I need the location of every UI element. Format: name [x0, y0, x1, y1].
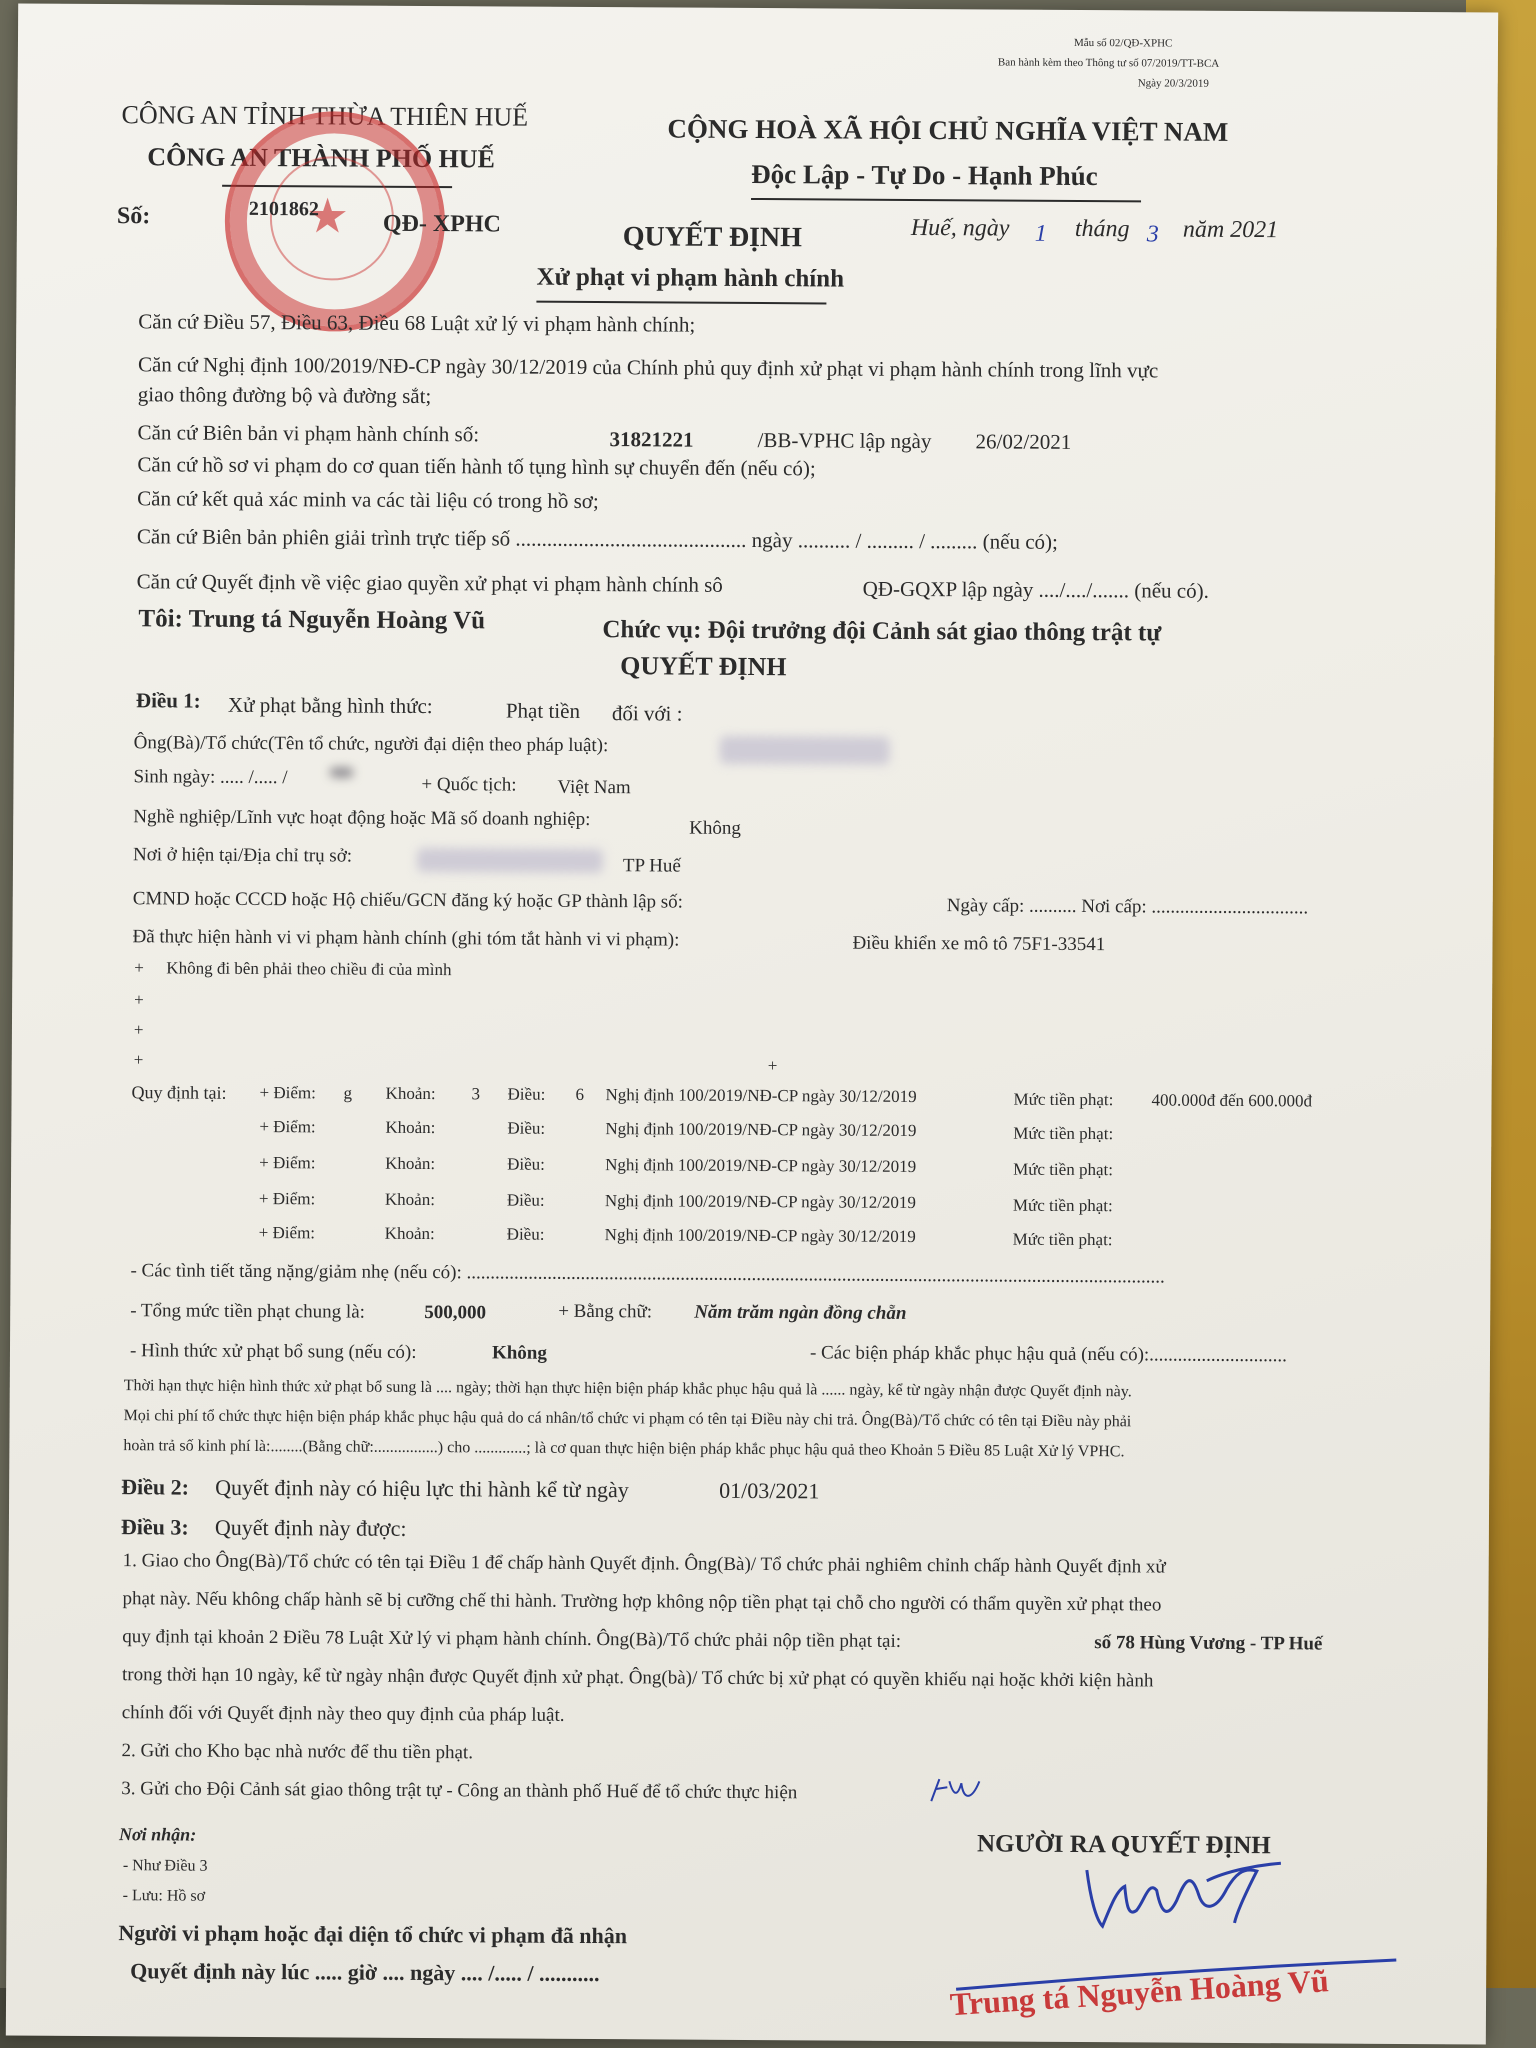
- article-label: Điều:: [506, 1224, 545, 1244]
- additional-label: - Hình thức xử phạt bổ sung (nếu có):: [129, 1340, 417, 1363]
- total-words-label: + Bằng chữ:: [558, 1300, 653, 1323]
- fine-label: Mức tiền phạt:: [1013, 1123, 1114, 1144]
- form-code: Mẫu số 02/QĐ-XPHC: [1073, 36, 1173, 50]
- violation-bullet-4: +: [133, 1050, 144, 1070]
- number-label: Số:: [116, 203, 151, 230]
- basis-5: Căn cứ kết quả xác minh va các tài liệu có trong hồ sơ;: [137, 486, 599, 514]
- total-value: 500,000: [424, 1302, 487, 1324]
- id-issue: Ngày cấp: .......... Nơi cấp: .................................: [946, 895, 1309, 919]
- clause-label: Khoản:: [385, 1153, 436, 1174]
- additional-value: Không: [491, 1342, 547, 1364]
- payment-place: số 78 Hùng Vương - TP Huế: [1094, 1632, 1323, 1655]
- decree: Nghị định 100/2019/NĐ-CP ngày 30/12/2019: [604, 1225, 916, 1247]
- person-label: Ông(Bà)/Tổ chức(Tên tổ chức, người đại diện theo pháp luật):: [133, 732, 609, 757]
- form-date: Ngày 20/3/2019: [1137, 77, 1209, 90]
- article-label: Điều:: [507, 1118, 546, 1138]
- initials-icon: [927, 1773, 987, 1807]
- basis-2: Căn cứ Nghị định 100/2019/NĐ-CP ngày 30/12/2019 của Chính phủ quy định xử phạt vi phạm hành chính trong lĩnh vực: [137, 352, 1159, 383]
- officer-position: Chức vụ: Đội trưởng đội Cảnh sát giao thông trật tự: [602, 616, 1162, 647]
- nationality: Việt Nam: [557, 776, 631, 799]
- basis-3: Căn cứ Biên bản vi phạm hành chính số:: [137, 420, 480, 447]
- decision-number: 2101862: [248, 197, 320, 221]
- recipient-1: - Như Điều 3: [122, 1857, 208, 1875]
- violation-vehicle: Điều khiển xe mô tô 75F1-33541: [852, 932, 1106, 956]
- receipt-line-1: Người vi phạm hoặc đại diện tổ chức vi phạm đã nhận: [118, 1920, 628, 1949]
- report-date: 26/02/2021: [975, 429, 1072, 454]
- violation-bullet-3: +: [133, 1020, 144, 1040]
- point-label: + Điểm:: [259, 1152, 316, 1173]
- article3-line-7: 3. Gửi cho Đội Cảnh sát giao thông trật tự - Công an thành phố Huế để tổ chức thực hiện: [121, 1778, 798, 1804]
- decision-suffix: QĐ- XPHC: [382, 210, 501, 238]
- address-label: Nơi ở hiện tại/Địa chỉ trụ sở:: [132, 844, 353, 867]
- decide-heading: QUYẾT ĐỊNH: [620, 651, 787, 682]
- article3-line-3: quy định tại khoản 2 Điều 78 Luật Xử lý vi phạm hành chính. Ông(Bà)/Tổ chức phải nộp tiền phạt tại:: [122, 1626, 902, 1652]
- nationality-label: + Quốc tịch:: [421, 773, 517, 796]
- signer-name: Trung tá Nguyễn Hoàng Vũ: [948, 1962, 1330, 2023]
- fine-label: Mức tiền phạt:: [1013, 1089, 1114, 1110]
- remedy: - Các biện pháp khắc phục hậu quả (nếu có):.............................: [809, 1342, 1288, 1367]
- article2-label: Điều 2:: [121, 1474, 190, 1500]
- signer-title: NGƯỜI RA QUYẾT ĐỊNH: [976, 1830, 1271, 1860]
- article2-text: Quyết định này có hiệu lực thi hành kể từ ngày: [215, 1474, 629, 1503]
- article-label: Điều:: [506, 1190, 545, 1210]
- nation-name: CỘNG HOÀ XÃ HỘI CHỦ NGHĨA VIỆT NAM: [667, 113, 1229, 147]
- article1-form-value: Phạt tiền: [505, 698, 581, 723]
- point-label: + Điểm:: [258, 1188, 316, 1209]
- basis-2-cont: giao thông đường bộ và đường sắt;: [137, 382, 432, 409]
- violation-bullet-1: +: [134, 958, 144, 978]
- fine-label: Mức tiền phạt:: [1013, 1159, 1114, 1180]
- redacted-address: [417, 848, 603, 873]
- article-label: Điều:: [507, 1084, 546, 1104]
- article1-form-label: Xử phạt bằng hình thức:: [227, 692, 433, 719]
- fine-label: Mức tiền phạt:: [1012, 1229, 1113, 1250]
- point-label: + Điểm:: [259, 1082, 316, 1103]
- article1-label: Điều 1:: [135, 688, 201, 713]
- year: năm 2021: [1182, 216, 1279, 244]
- agency-name: CÔNG AN THÀNH PHỐ HUẾ: [147, 142, 496, 174]
- basis-6: Căn cứ Biên bản phiên giải trình trực tiếp số ............................................ ngày .......... / ......... / ......... (nếu có);: [136, 524, 1058, 554]
- report-number: 31821221: [609, 427, 694, 452]
- job-value: Không: [689, 817, 741, 839]
- total-words: Năm trăm ngàn đồng chẵn: [694, 1301, 907, 1324]
- clause-value: 3: [471, 1084, 481, 1104]
- decree: Nghị định 100/2019/NĐ-CP ngày 30/12/2019: [605, 1119, 917, 1141]
- basis-1: Căn cứ Điều 57, Điều 63, Điều 68 Luật xử lý vi phạm hành chính;: [138, 309, 696, 337]
- point-label: + Điểm:: [259, 1116, 316, 1137]
- motto-underline: [751, 198, 1141, 202]
- day: 1: [1034, 220, 1047, 247]
- recipients-label: Nơi nhận:: [118, 1824, 197, 1845]
- decree: Nghị định 100/2019/NĐ-CP ngày 30/12/2019: [605, 1155, 917, 1177]
- point-value: g: [343, 1083, 353, 1103]
- month: 3: [1146, 221, 1159, 248]
- agency-parent: CÔNG AN TỈNH THỪA THIÊN HUẾ: [121, 100, 529, 132]
- total-label: - Tổng mức tiền phạt chung là:: [130, 1300, 366, 1323]
- terms-3: hoàn trả số kinh phí là:........(Bằng chữ:................) cho .............; là cơ quan thực hiện biện pháp khắc phục hậu quả theo Khoản 5 Điều 85 Luật Xử lý VPHC.: [123, 1437, 1125, 1461]
- clause-label: Khoản:: [384, 1189, 436, 1210]
- redacted-name: [720, 736, 890, 765]
- article1-toward: đối với :: [611, 701, 683, 726]
- clause-label: Khoản:: [385, 1117, 436, 1138]
- document-title: QUYẾT ĐỊNH: [622, 221, 803, 254]
- document-subtitle: Xử phạt vi phạm hành chính: [536, 263, 845, 293]
- point-label: + Điểm:: [258, 1222, 316, 1243]
- circumstances: - Các tình tiết tăng nặng/giảm nhẹ (nếu có): ...................................................................................................................................................: [130, 1260, 1165, 1288]
- job-label: Nghề nghiệp/Lĩnh vực hoạt động hoặc Mã số doanh nghiệp:: [133, 806, 591, 831]
- basis-7-tail: QĐ-GQXP lập ngày ..../..../....... (nếu có).: [862, 576, 1209, 603]
- recipient-2: - Lưu: Hồ sơ: [122, 1887, 206, 1905]
- article-value: 6: [575, 1084, 585, 1104]
- violation-bullet-2: +: [134, 990, 144, 1010]
- officer-name: Tôi: Trung tá Nguyễn Hoàng Vũ: [138, 605, 486, 635]
- terms-2: Mọi chi phí tổ chức thực hiện biện pháp khắc phục hậu quả do cá nhân/tổ chức vi phạm có tên tại Điều này chi trả. Ông(Bà)/Tổ chức có tên tại Điều này phải: [123, 1407, 1132, 1431]
- clause-label: Khoản:: [384, 1223, 435, 1244]
- decree: Nghị định 100/2019/NĐ-CP ngày 30/12/2019: [605, 1085, 917, 1107]
- month-label: tháng: [1074, 215, 1130, 243]
- form-issuance: Ban hành kèm theo Thông tư số 07/2019/TT-BCA: [997, 56, 1220, 70]
- article3-line-1: 1. Giao cho Ông(Bà)/Tổ chức có tên tại Điều 1 để chấp hành Quyết định. Ông(Bà)/ Tổ chức phải nghiêm chỉnh chấp hành Quyết định xử: [122, 1550, 1166, 1578]
- article3-line-5: chính đối với Quyết định này theo quy định của pháp luật.: [121, 1702, 565, 1726]
- seal-star-icon: ★: [305, 190, 350, 244]
- terms-1: Thời hạn thực hiện hình thức xử phạt bổ sung là .... ngày; thời hạn thực hiện biện pháp khắc phục hậu quả là ...... ngày, kể từ ngày nhận được Quyết định này.: [123, 1377, 1132, 1401]
- basis-4: Căn cứ hồ sơ vi phạm do cơ quan tiến hành tố tụng hình sự chuyển đến (nếu có);: [137, 452, 816, 481]
- fine-value: 400.000đ đến 600.000đ: [1151, 1090, 1313, 1111]
- basis-7: Căn cứ Quyết định về việc giao quyền xử phạt vi phạm hành chính sô: [136, 569, 723, 597]
- fine-label: Mức tiền phạt:: [1012, 1195, 1113, 1216]
- violation-label: Đã thực hiện hành vi vi phạm hành chính (ghi tóm tắt hành vi vi phạm):: [132, 926, 680, 951]
- report-suffix: /BB-VPHC lập ngày: [757, 428, 932, 454]
- place: Huế, ngày: [910, 214, 1010, 242]
- decree: Nghị định 100/2019/NĐ-CP ngày 30/12/2019: [604, 1191, 917, 1213]
- regulations-label: Quy định tại:: [131, 1082, 227, 1103]
- nation-motto: Độc Lập - Tự Do - Hạnh Phúc: [751, 158, 1098, 192]
- violation-bullet-extra: +: [767, 1056, 778, 1076]
- article3-text: Quyết định này được:: [214, 1514, 407, 1541]
- article3-line-4: trong thời hạn 10 ngày, kể từ ngày nhận được Quyết định xử phạt. Ông(bà)/ Tổ chức bị xử phạt có quyền khiếu nại hoặc khởi kiện hành: [121, 1664, 1154, 1692]
- address-city: TP Huế: [622, 855, 681, 877]
- document-page: [6, 3, 1498, 2044]
- article-label: Điều:: [507, 1154, 545, 1174]
- article2-date: 01/03/2021: [719, 1477, 820, 1504]
- article3-label: Điều 3:: [120, 1514, 189, 1540]
- signature-icon: [1066, 1850, 1307, 1941]
- subtitle-underline: [536, 301, 826, 305]
- violation-text: Không đi bên phải theo chiều đi của mình: [166, 958, 452, 980]
- clause-label: Khoản:: [385, 1083, 436, 1104]
- dob-label: Sinh ngày: ..... /..... /: [133, 766, 288, 789]
- receipt-line-2: Quyết định này lúc ..... giờ .... ngày .... /..... / ...........: [130, 1958, 600, 1987]
- id-label: CMND hoặc CCCD hoặc Hộ chiếu/GCN đăng ký hoặc GP thành lập số:: [132, 888, 684, 913]
- article3-line-6: 2. Gửi cho Kho bạc nhà nước để thu tiền phạt.: [121, 1740, 474, 1764]
- redacted-dob: [329, 767, 353, 777]
- article3-line-2: phạt này. Nếu không chấp hành sẽ bị cưỡng chế thi hành. Trường hợp không nộp tiền phạt tại chỗ cho người có thẩm quyền xử phạt theo: [122, 1588, 1162, 1616]
